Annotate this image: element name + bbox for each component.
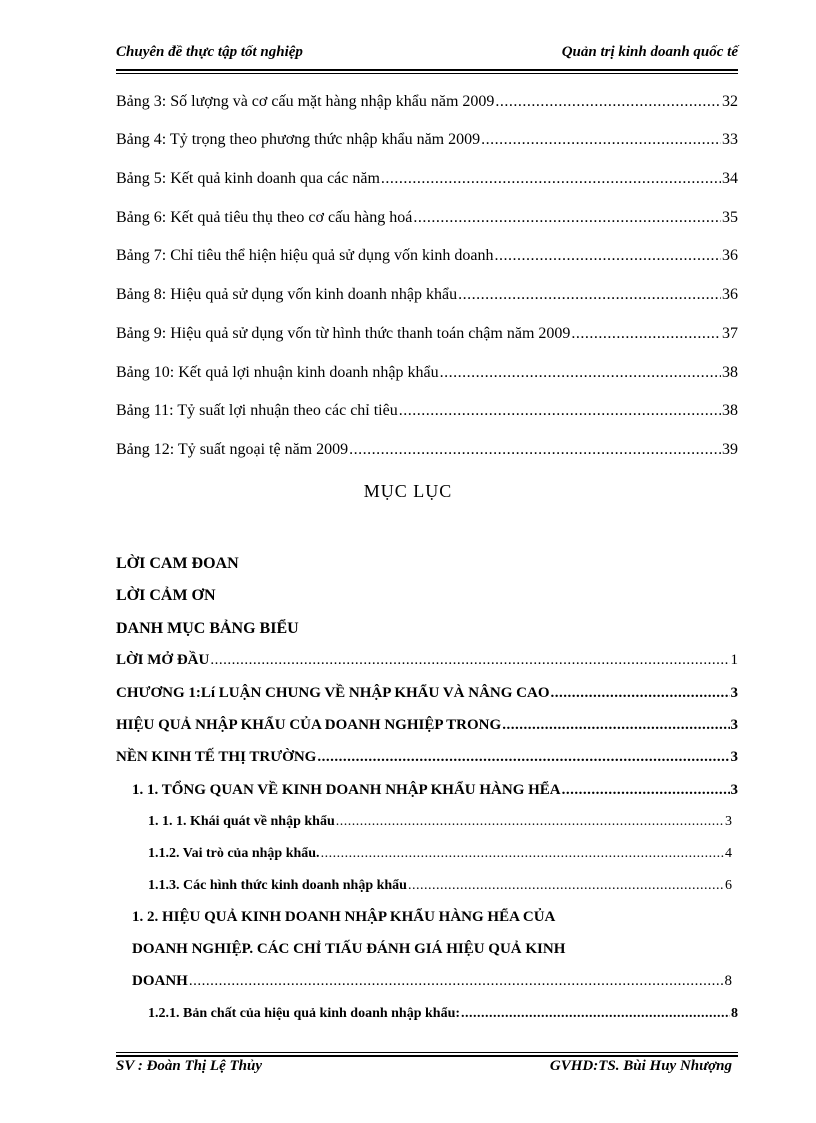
toc-item[interactable] xyxy=(148,878,732,894)
toc-item-page: 8 xyxy=(731,1006,738,1021)
toc-item-title: LỜI MỞ ĐẦU xyxy=(116,652,210,668)
table-list-item[interactable] xyxy=(116,209,738,227)
table-list-item-title: Bảng 12: Tỷ suất ngoại tệ năm 2009 xyxy=(116,441,349,458)
dot-leader xyxy=(502,717,729,734)
toc-item[interactable] xyxy=(148,1006,738,1022)
table-list-item[interactable] xyxy=(116,325,738,343)
table-list-item-page: 36 xyxy=(722,247,738,264)
toc-item-page: 3 xyxy=(730,782,738,798)
header-divider xyxy=(116,69,738,71)
table-list-item-title: Bảng 5: Kết quả kinh doanh qua các năm xyxy=(116,170,380,187)
dot-leader xyxy=(408,878,724,894)
table-list-item-page: 32 xyxy=(722,93,738,110)
toc-item-title: DOANH xyxy=(132,973,188,989)
toc-item-title: CHƯƠNG 1:Lí LUẬN CHUNG VỀ NHẬP KHẨU VÀ NÂNG CAO xyxy=(116,685,550,701)
table-list-item[interactable] xyxy=(116,93,738,111)
dot-leader xyxy=(481,131,721,149)
table-list-item-page: 39 xyxy=(722,441,738,458)
table-list-item-title: Bảng 6: Kết quả tiêu thụ theo cơ cấu hàng hoá xyxy=(116,209,413,226)
table-list-item[interactable] xyxy=(116,131,738,149)
toc-item[interactable] xyxy=(132,973,732,990)
dot-leader xyxy=(461,1006,730,1022)
toc-item-title: 1.2.1. Bản chất của hiệu quả kinh doanh nhập khẩu: xyxy=(148,1006,461,1021)
toc-item-page: 3 xyxy=(730,717,738,733)
toc-item-title: 1.1.3. Các hình thức kinh doanh nhập khẩu xyxy=(148,878,407,893)
toc-item[interactable] xyxy=(116,717,738,734)
toc-item[interactable] xyxy=(148,846,732,862)
toc-item-title: 1. 1. 1. Khái quát về nhập khẩu xyxy=(148,814,335,829)
footer-advisor: GVHD:TS. Bùi Huy Nhượng xyxy=(549,1058,732,1074)
dot-leader xyxy=(317,749,729,766)
table-list-item-page: 36 xyxy=(722,286,738,303)
toc-title: MỤC LỤC xyxy=(363,481,453,501)
toc-item-title: HIỆU QUẢ NHẬP KHẨU CỦA DOANH NGHIỆP TRONG xyxy=(116,717,502,733)
table-list-item-title: Bảng 9: Hiệu quả sử dụng vốn từ hình thức thanh toán chậm năm 2009 xyxy=(116,325,571,342)
table-list-item-page: 37 xyxy=(722,325,738,342)
page-header xyxy=(116,44,738,68)
table-list-item-title: Bảng 3: Số lượng và cơ cấu mặt hàng nhập khẩu năm 2009 xyxy=(116,93,495,110)
toc-item-title: 1.1.2. Vai trò của nhập khẩu. xyxy=(148,846,320,861)
front-matter-item[interactable]: LỜI CẢM ƠN xyxy=(116,587,216,604)
toc-item[interactable] xyxy=(132,782,738,799)
header-divider-thin xyxy=(116,73,738,74)
dot-leader xyxy=(495,93,721,111)
toc-item[interactable] xyxy=(116,685,738,702)
dot-leader xyxy=(189,973,724,990)
table-list-item-page: 34 xyxy=(722,170,738,187)
footer-student: SV : Đoàn Thị Lệ Thủy xyxy=(116,1058,262,1074)
toc-item-title: NỀN KINH TẾ THỊ TRƯỜNG xyxy=(116,749,317,765)
toc-item-page: 3 xyxy=(725,814,732,829)
footer-divider xyxy=(116,1055,738,1057)
header-left-title: Chuyên đề thực tập tốt nghiệp xyxy=(116,44,303,60)
toc-item-page: 3 xyxy=(730,749,738,765)
dot-leader xyxy=(562,782,730,799)
table-list-item[interactable] xyxy=(116,364,738,382)
table-list-item-title: Bảng 7: Chỉ tiêu thể hiện hiệu quả sử dụng vốn kinh doanh xyxy=(116,247,494,264)
dot-leader xyxy=(458,286,721,304)
toc-item-page: 4 xyxy=(725,846,732,861)
dot-leader xyxy=(336,814,724,830)
dot-leader xyxy=(399,402,721,420)
toc-item-title[interactable]: DOANH NGHIỆP. CÁC CHỈ TIẤU ĐÁNH GIÁ HIỆU QUẢ KINH xyxy=(132,941,566,957)
table-list-item-page: 35 xyxy=(722,209,738,226)
front-matter-item[interactable]: LỜI CAM ĐOAN xyxy=(116,555,239,572)
table-list-item[interactable] xyxy=(116,286,738,304)
dot-leader xyxy=(440,364,721,382)
toc-item-title: 1. 1. TỔNG QUAN VỀ KINH DOANH NHẬP KHẨU HÀNG HỂA xyxy=(132,782,561,798)
table-list-item-page: 38 xyxy=(722,364,738,381)
table-list-item[interactable] xyxy=(116,247,738,265)
table-list-item-page: 33 xyxy=(722,131,738,148)
table-list-item-title: Bảng 10: Kết quả lợi nhuận kinh doanh nhập khẩu xyxy=(116,364,439,381)
toc-item-title[interactable]: 1. 2. HIỆU QUẢ KINH DOANH NHẬP KHẨU HÀNG HỂA CỦA xyxy=(132,909,556,925)
dot-leader xyxy=(321,846,724,862)
toc-item-page: 6 xyxy=(725,878,732,893)
table-list-item-title: Bảng 4: Tỷ trọng theo phương thức nhập khẩu năm 2009 xyxy=(116,131,481,148)
table-list-item[interactable] xyxy=(116,402,738,420)
toc-item[interactable] xyxy=(116,652,738,669)
table-list-item[interactable] xyxy=(116,170,738,188)
table-list-item-title: Bảng 11: Tỷ suất lợi nhuận theo các chỉ tiêu xyxy=(116,402,398,419)
dot-leader xyxy=(571,325,721,343)
footer-divider-thin xyxy=(116,1052,738,1053)
table-list-item-page: 38 xyxy=(722,402,738,419)
dot-leader xyxy=(349,441,721,459)
toc-item[interactable] xyxy=(148,814,732,830)
toc-item[interactable] xyxy=(116,749,738,766)
dot-leader xyxy=(495,247,721,265)
table-list-item[interactable] xyxy=(116,441,738,459)
toc-item-page: 3 xyxy=(730,685,738,701)
toc-item-page: 1 xyxy=(730,652,738,668)
dot-leader xyxy=(550,685,729,702)
dot-leader xyxy=(381,170,721,188)
header-right-title: Quản trị kinh doanh quốc tế xyxy=(561,44,738,60)
dot-leader xyxy=(413,209,721,227)
front-matter-item[interactable]: DANH MỤC BẢNG BIỂU xyxy=(116,620,299,637)
toc-item-page: 8 xyxy=(724,973,732,989)
dot-leader xyxy=(210,652,729,669)
table-list-item-title: Bảng 8: Hiệu quả sử dụng vốn kinh doanh nhập khẩu xyxy=(116,286,458,303)
